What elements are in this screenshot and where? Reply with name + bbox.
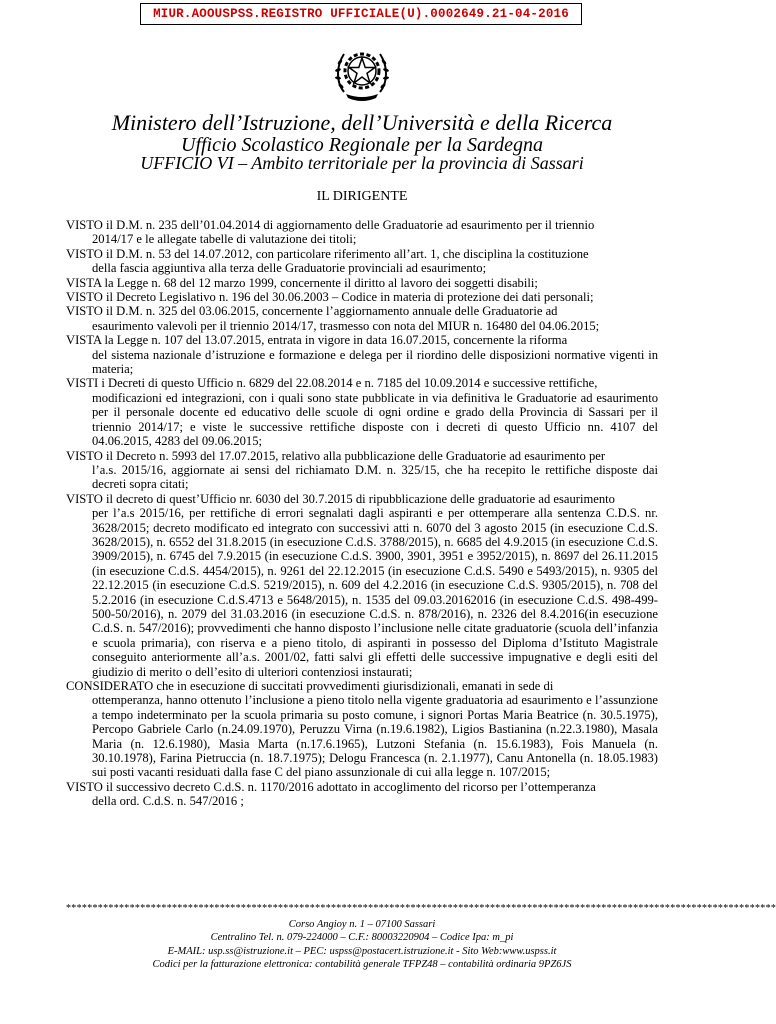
footer-separator: ************************************************************************************************************************************** xyxy=(66,903,776,914)
paragraph-vista-legge-107: VISTA la Legge n. 107 del 13.07.2015, entrata in vigore in data 16.07.2015, concernente la riforma del sistema nazionale d’istruzione e formazione e delega per il riordino delle disposizioni normative vigenti in materia; xyxy=(66,333,658,377)
paragraph-visto-dm-53: VISTO il D.M. n. 53 del 14.07.2012, con particolare riferimento all’art. 1, che disciplina la costituzione della fascia aggiuntiva alla terza delle Graduatorie provinciali ad esaurimento; xyxy=(66,246,589,276)
footer xyxy=(66,918,658,972)
footer-billing: Codici per la fatturazione elettronica: contabilità generale TFPZ48 – contabilità ordinaria 9PZ6JS xyxy=(152,959,572,971)
paragraph-visto-decreto-5993: VISTO il Decreto n. 5993 del 17.07.2015, relativo alla pubblicazione delle Graduatorie ad esaurimento per l’a.s. 2015/16, aggiornate ai sensi del richiamato D.M. n. 325/15, che ha recepito le rettifiche disposte dai decreti sopra citati; xyxy=(66,448,658,492)
italian-republic-emblem-icon xyxy=(332,38,392,104)
paragraph-visto-dm-235: VISTO il D.M. n. 235 dell’01.04.2014 di aggiornamento delle Graduatorie ad esaurimento per il triennio 2014/17 e le allegate tabelle di valutazione dei titoli; xyxy=(66,218,595,247)
footer-address: Corso Angioy n. 1 – 07100 Sassari xyxy=(288,919,436,930)
paragraph-visto-dlgs-196: VISTO il Decreto Legislativo n. 196 del 30.06.2003 – Codice in materia di protezione dei dati personali; xyxy=(66,290,594,305)
footer-email: E-MAIL: usp.ss@istruzione.it – PEC: uspss@postacert.istruzione.it - Sito Web:www.uspss.it xyxy=(167,945,557,957)
paragraph-visti-decreti: VISTI i Decreti di questo Ufficio n. 6829 del 22.08.2014 e n. 7185 del 10.09.2014 e successive rettifiche, modificazioni ed integrazioni, con i quali sono state pubblicate in via definitiva le Graduatorie ad esaurimento per il personale docente ed educativo delle scuole di ogni ordine e grado della Provincia di Sassari per il triennio 2014/17; e viste le successive rettifiche disposte con i decreti di questo Ufficio nn. 4107 del 04.06.2015, 4283 del 09.06.2015; xyxy=(66,376,658,449)
paragraph-visto-dm-325: VISTO il D.M. n. 325 del 03.06.2015, concernente l’aggiornamento annuale delle Graduatorie ad esaurimento valevoli per il triennio 2014/17, trasmesso con nota del MIUR n. 16480 del 04.06.2015; xyxy=(66,304,600,333)
paragraph-visto-decreto-6030: VISTO il decreto di quest’Ufficio nr. 6030 del 30.7.2015 di ripubblicazione delle graduatorie ad esaurimento per l’a.s 2015/16, per rettifiche di errori segnalati dagli aspiranti e per ottemperare alla sentenza C.D.S. nr. 3628/2015; decreto modificato ed integrato con successivi atti n. 6070 del 3 agosto 2015 (in esecuzione C.d.S. 3628/2015), n. 6552 del 31.8.2015 (in esecuzione C.d.S. 3788/2015), n. 6685 del 4.9.2015 (in esecuzione C.d.S. 3909/2015), n. 6745 del 7.9.2015 (in esecuzione C.d.S. 3900, 3901, 3951 e 3952/2015), n. 8697 del 26.11.2015 (in esecuzione C.d.S. 4454/2015), n. 9261 del 22.12.2015 (in esecuzione C.d.S. 5490 e 5493/2015), n. 9305 del 22.12.2015 (in esecuzione C.d.S. 5219/2015), n. 609 del 4.2.2016 (in esecuzione C.d.S. 9305/2015), n. 708 del 5.2.2016 (in esecuzione C.d.S.4713 e 5648/2015), n. 1535 del 09.03.20162016 (in esecuzione C.d.S. 498-499-500-50/2016), n. 2079 del 31.03.2016 (in esecuzione C.d.S. n. 878/2016), n. 2326 del 8.4.2016(in esecuzione C.d.S. n. 547/2016); provvedimenti che hanno disposto l’inclusione nelle citate graduatorie (scuola dell’infanzia e scuola primaria), con riserva e a pieno titolo, di aspiranti in possesso del Diploma d’Istituto Magistrale conseguito anteriormente all’a.s. 2001/02, fatti salvi gli effetti delle successive impugnative e degli esiti del giudizio di merito o dell’esito di ulteriori contenziosi instaurati; xyxy=(66,491,658,679)
footer-phone: Centralino Tel. n. 079-224000 – C.F.: 80003220904 – Codice Ipa: m_pi xyxy=(210,932,514,944)
document-body xyxy=(66,218,658,809)
document-title: IL DIRIGENTE xyxy=(316,189,408,204)
paragraph-vista-legge-68: VISTA la Legge n. 68 del 12 marzo 1999, concernente il diritto al lavoro dei soggetti disabili; xyxy=(66,275,538,290)
office-title: UFFICIO VI – Ambito territoriale per la provincia di Sassari xyxy=(140,153,584,173)
paragraph-considerato: CONSIDERATO che in esecuzione di succitati provvedimenti giurisdizionali, emanati in sede di ottemperanza, hanno ottenuto l’inclusione a pieno titolo nella vigente graduatoria ad esaurimento e l’assunzione a tempo indeterminato per la scuola primaria su posto comune, i signori Portas Maria Beatrice (n. 30.5.1975), Percopo Gabriele Carlo (n.24.09.1970), Peruzzu Virna (n.19.6.1982), Ligios Bastianina (n.22.3.1980), Masala Maria (n. 12.6.1980), Masia Marta (n.17.6.1965), Lutzoni Stefania (n. 15.6.1983), Fois Manuela (n. 30.10.1978), Farina Pietruccia (n. 18.7.1975); Delogu Francesca (n. 2.1.1977), Canu Antonella (n. 18.05.1983) sui posti vacanti residuati dalla fase C del piano assunzionale di cui alla legge n. 107/2015; xyxy=(66,679,658,780)
paragraph-visto-decreto-cds-1170: VISTO il successivo decreto C.d.S. n. 1170/2016 adottato in accoglimento del ricorso per l’ottemperanza della ord. C.d.S. n. 547/2016 ; xyxy=(66,779,596,809)
ministry-title: Ministero dell’Istruzione, dell’Università e della Ricerca xyxy=(111,110,613,135)
regional-office-title: Ufficio Scolastico Regionale per la Sardegna xyxy=(181,134,543,156)
protocol-stamp: MIUR.AOOUSPSS.REGISTRO UFFICIALE(U).0002649.21-04-2016 xyxy=(140,3,582,25)
